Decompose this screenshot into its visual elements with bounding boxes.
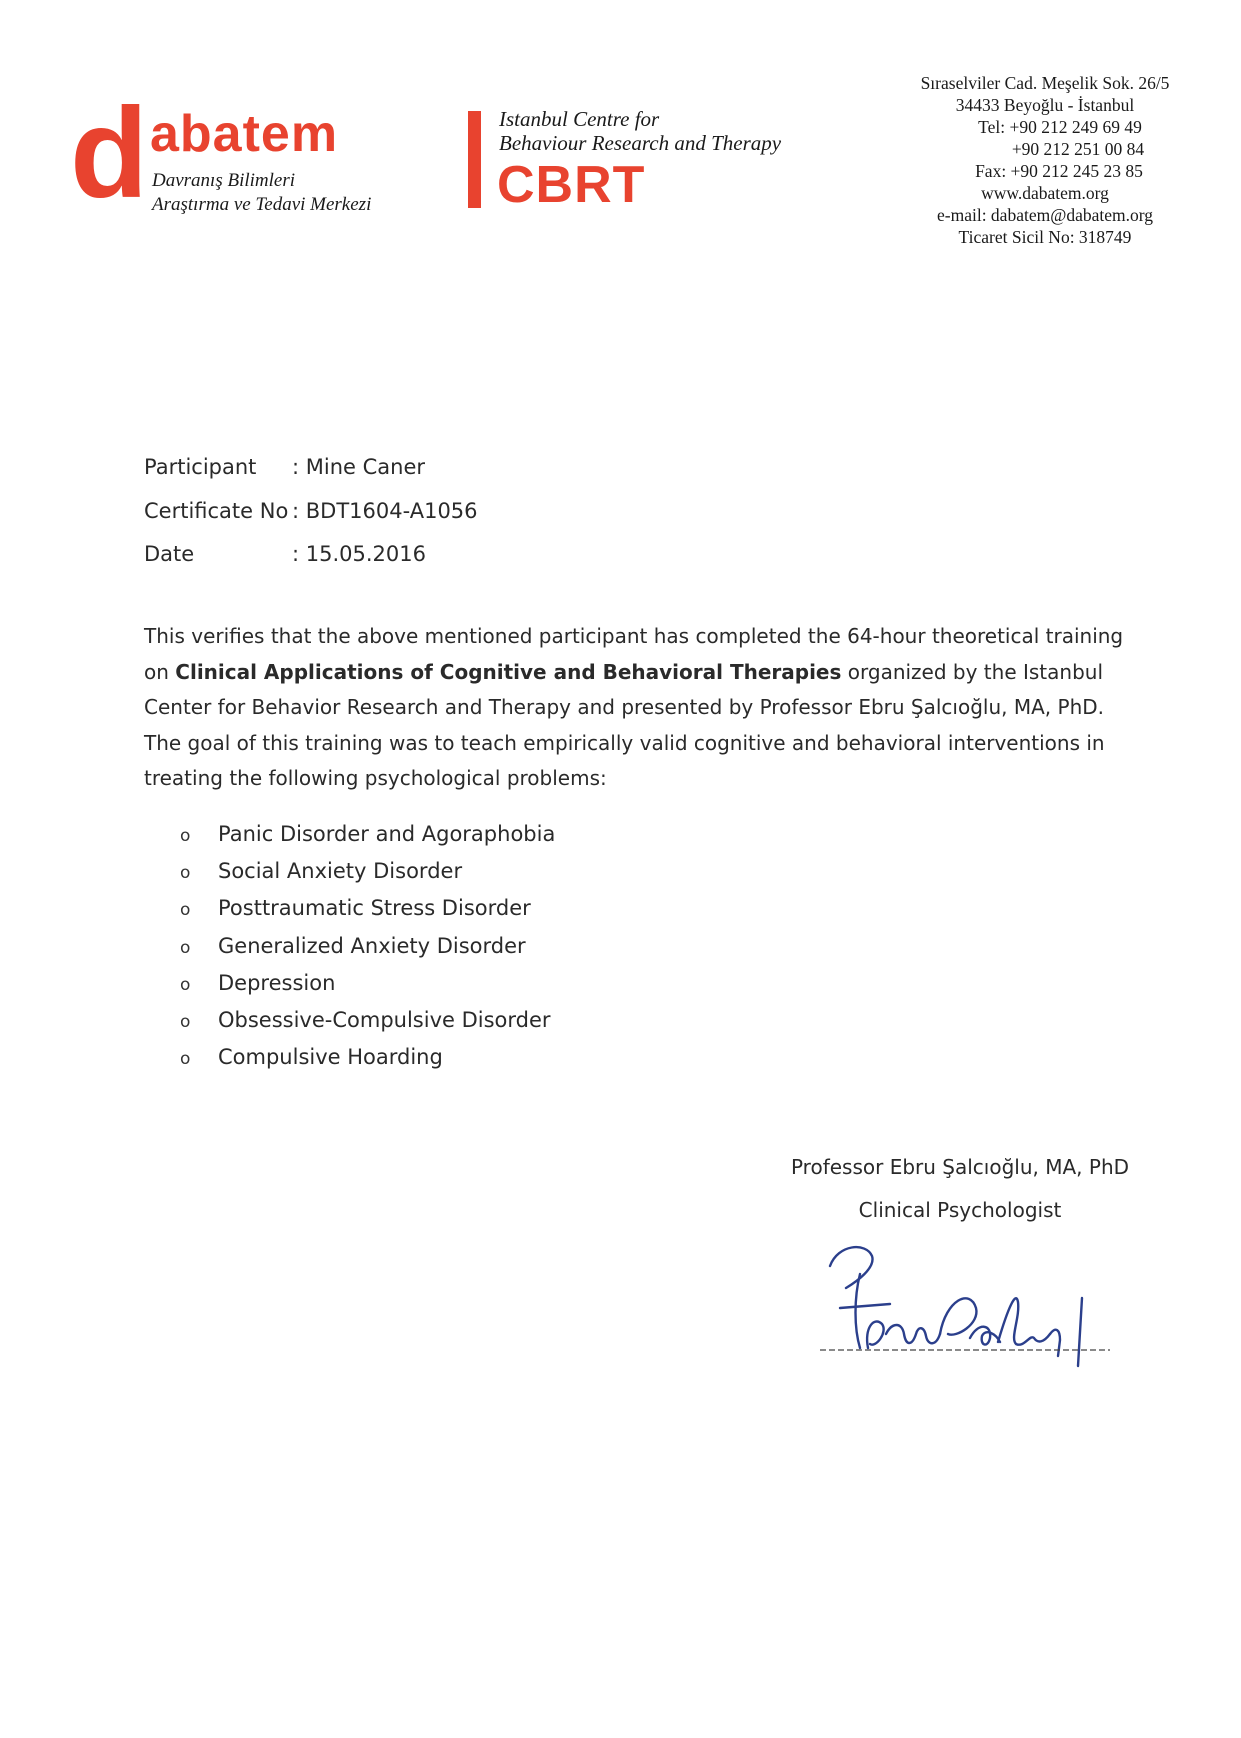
list-item [180,966,555,1003]
list-item-label: Depression [218,970,336,995]
address-street: Sıraselviler Cad. Meşelik Sok. 26/5 [920,73,1170,93]
list-item [180,854,555,891]
list-item-label: Generalized Anxiety Disorder [218,933,526,958]
cbrt-acronym: CBRT [497,156,646,214]
list-item [180,891,555,928]
address-email: e-mail: dabatem@dabatem.org [937,205,1153,225]
bullet-icon: o [180,900,191,921]
list-item-label: Panic Disorder and Agoraphobia [218,822,556,846]
certificate-value: : BDT1604-A1056 [292,499,478,523]
logo-name: abatem [150,105,339,163]
list-item [180,1040,555,1077]
bullet-icon: o [180,1012,191,1033]
address-fax: Fax: +90 212 245 23 85 [975,161,1143,181]
signatory-title: Clinical Psychologist [858,1198,1062,1222]
address-registry: Ticaret Sicil No: 318749 [958,227,1132,247]
logo-tagline-line1: Davranış Bilimleri [152,170,296,191]
address-city: 34433 Beyoğlu - İstanbul [955,95,1135,115]
bullet-icon: o [180,1049,191,1070]
list-item-label: Compulsive Hoarding [218,1045,443,1070]
participant-value: : Mine Caner [292,455,426,479]
handwritten-signature [820,1238,1110,1373]
certificate-label: Certificate No [144,499,289,523]
bullet-icon: o [180,826,191,846]
date-label: Date [144,542,195,566]
list-item-label: Obsessive-Compulsive Disorder [218,1008,551,1033]
address-block [880,72,1210,248]
list-item [180,817,555,854]
problems-list [180,817,555,1077]
bullet-icon: o [180,974,191,995]
list-item [180,929,555,966]
list-item-label: Posttraumatic Stress Disorder [218,896,531,921]
participant-label: Participant [144,455,257,479]
paragraph-outro: organized by the Istanbul Center for Behavior Research and Therapy and presented by Professor Ebru Şalcıoğlu, MA, PhD. The goal of this training was to teach empirically valid cognitive and behavioral interventions in treating the following psychological problems: [144,659,1105,790]
participant-row [144,455,425,479]
date-row [144,542,426,566]
address-web: www.dabatem.org [981,183,1109,203]
list-item [180,1003,555,1040]
cbrt-title-line2: Behaviour Research and Therapy [499,131,782,155]
verification-paragraph [144,619,1124,797]
paragraph-intro: This verifies that the above mentioned participant has completed the 64-hour theoretical training on [144,624,1124,684]
list-item-label: Social Anxiety Disorder [218,859,463,884]
bullet-icon: o [180,863,191,884]
course-title: Clinical Applications of Cognitive and Behavioral Therapies [175,659,842,684]
address-tel1: Tel: +90 212 249 69 49 [978,117,1142,137]
logo-tagline-line2: Araştırma ve Tedavi Merkezi [152,194,372,215]
cbrt-accent-bar [468,111,481,208]
logo-letter: d [70,82,145,225]
cbrt-title-line1: Istanbul Centre for [499,107,660,131]
date-value: : 15.05.2016 [292,542,426,566]
address-tel2: +90 212 251 00 84 [1011,139,1145,159]
certificate-row [144,499,478,523]
bullet-icon: o [180,937,191,958]
signatory-name: Professor Ebru Şalcıoğlu, MA, PhD [790,1155,1130,1179]
